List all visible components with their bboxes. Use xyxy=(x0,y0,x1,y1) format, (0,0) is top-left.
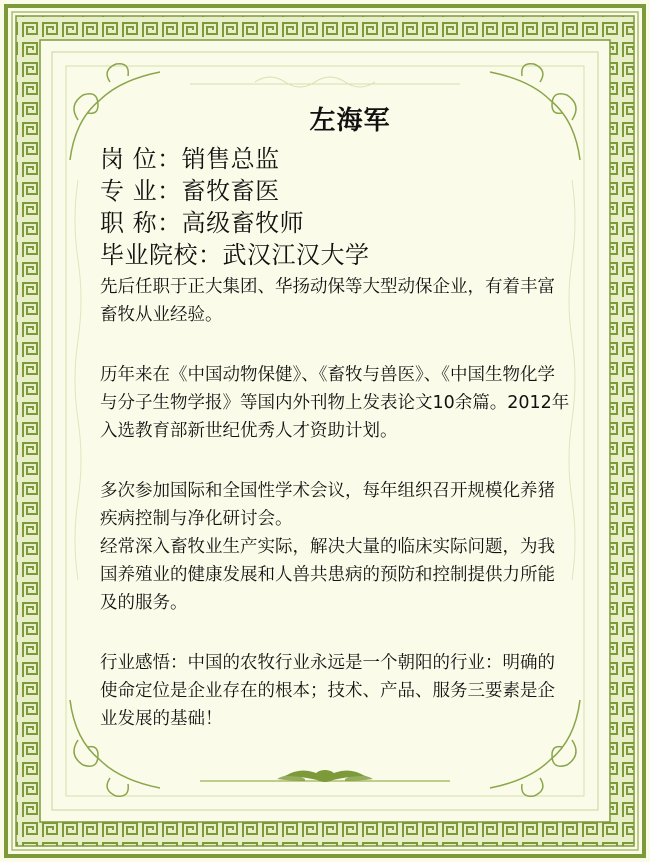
person-name: 左海军 xyxy=(309,106,391,136)
info-label: 毕业院校： xyxy=(100,241,223,269)
info-label: 职 称： xyxy=(100,209,182,237)
info-title xyxy=(100,207,570,239)
info-major xyxy=(100,175,570,207)
paragraph-experience: 先后任职于正大集团、华扬动保等大型动保企业，有着丰富畜牧从业经验。 xyxy=(100,277,555,325)
paragraph-publications: 历年来在《中国动物保健》、《畜牧与兽医》、《中国生物化学与分子生物学报》等国内外刊物上发表论文10余篇。2012年入选教育部新世纪优秀人才资助计划。 xyxy=(100,365,570,441)
content-area xyxy=(100,100,570,733)
info-label: 岗 位： xyxy=(100,145,182,173)
info-school xyxy=(100,239,570,271)
paragraph-practice: 经常深入畜牧业生产实际，解决大量的临床实际问题，为我国养殖业的健康发展和人兽共患病的预防和控制提供力所能及的服务。 xyxy=(100,537,555,613)
paragraph-insight: 行业感悟：中国的农牧行业永远是一个朝阳的行业：明确的使命定位是企业存在的根本；技术、产品、服务三要素是企业发展的基础！ xyxy=(100,653,555,729)
info-position xyxy=(100,143,570,175)
info-value: 武汉江汉大学 xyxy=(222,241,370,269)
info-value: 销售总监 xyxy=(181,145,280,173)
info-value: 高级畜牧师 xyxy=(181,209,305,237)
info-value: 畜牧畜医 xyxy=(181,177,280,205)
bottom-center-ornament xyxy=(200,770,450,782)
info-label: 专 业： xyxy=(100,177,182,205)
paragraph-conferences: 多次参加国际和全国性学术会议，每年组织召开规模化养猪疾病控制与净化研讨会。 xyxy=(100,481,555,529)
